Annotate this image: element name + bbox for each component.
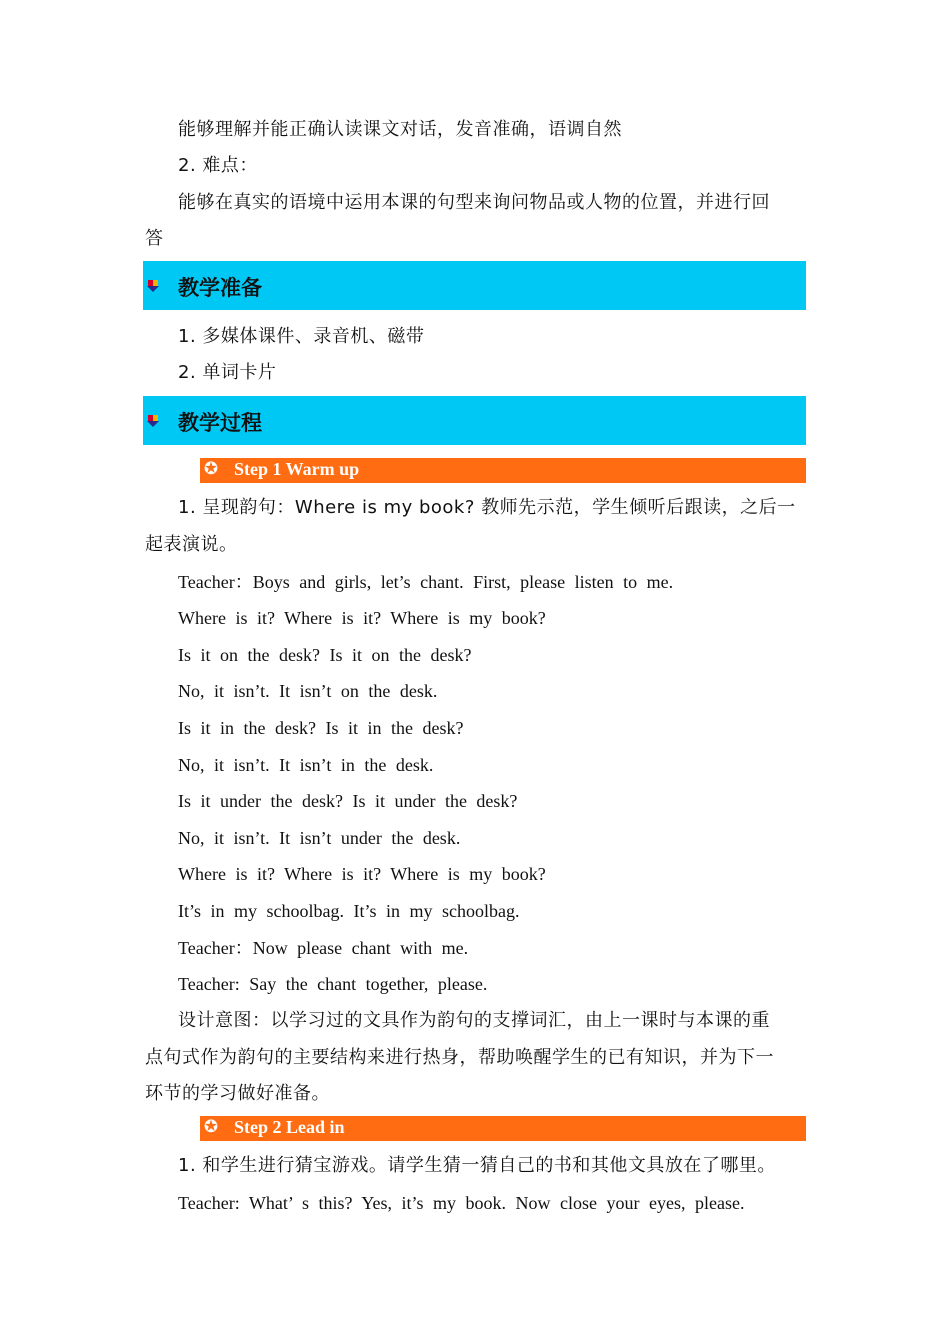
chant-line: No, it isn’t. It isn’t in the desk. [178, 755, 434, 775]
step-label: Step 1 Warm up [234, 459, 360, 479]
arrow-bullet-icon [146, 414, 160, 428]
step-header-warm-up [200, 458, 806, 483]
arrow-bullet-icon [146, 279, 160, 293]
paragraph-line: 1. 呈现韵句：Where is my book? 教师先示范，学生倾听后跟读，之后一 [178, 497, 796, 518]
chant-line: Is it on the desk? Is it on the desk? [178, 645, 472, 665]
chant-line: It’s in my schoolbag. It’s in my schoolbag. [178, 901, 520, 921]
chant-line: Is it under the desk? Is it under the desk? [178, 791, 518, 811]
step-header-lead-in [200, 1116, 806, 1141]
paragraph-line: 答 [145, 228, 164, 249]
chant-line: Where is it? Where is it? Where is my book? [178, 864, 546, 884]
chant-line: No, it isn’t. It isn’t on the desk. [178, 681, 438, 701]
list-item: 2. 单词卡片 [178, 362, 277, 383]
chant-line: Teacher: Say the chant together, please. [178, 974, 488, 994]
section-title: 教学准备 [178, 276, 262, 300]
chant-line: No, it isn’t. It isn’t under the desk. [178, 828, 461, 848]
paragraph-line: 点句式作为韵句的主要结构来进行热身，帮助唤醒学生的已有知识，并为下一 [145, 1047, 774, 1068]
paragraph-line: 2. 难点： [178, 155, 258, 176]
chant-line: Teacher：Now please chant with me. [178, 938, 469, 958]
star-circle-icon: ✪ [203, 1117, 219, 1137]
chant-line: Is it in the desk? Is it in the desk? [178, 718, 464, 738]
paragraph-line: 能够理解并能正确认读课文对话，发音准确，语调自然 [178, 119, 622, 140]
star-circle-icon: ✪ [203, 459, 219, 479]
paragraph-line: 能够在真实的语境中运用本课的句型来询问物品或人物的位置，并进行回 [178, 192, 770, 213]
paragraph-line: 设计意图：以学习过的文具作为韵句的支撑词汇，由上一课时与本课的重 [178, 1010, 770, 1031]
chant-line: Where is it? Where is it? Where is my book? [178, 608, 546, 628]
list-item: 1. 多媒体课件、录音机、磁带 [178, 326, 425, 347]
section-header-preparation [143, 261, 806, 310]
paragraph-line: 起表演说。 [145, 534, 238, 555]
paragraph-line: 环节的学习做好准备。 [145, 1083, 330, 1104]
step-label: Step 2 Lead in [234, 1117, 345, 1137]
section-header-process [143, 396, 806, 445]
paragraph-line: Teacher: What’ s this? Yes, it’s my book. Now close your eyes, please. [178, 1193, 745, 1213]
section-title: 教学过程 [178, 411, 262, 435]
chant-line: Teacher：Boys and girls, let’s chant. First, please listen to me. [178, 572, 674, 592]
paragraph-line: 1. 和学生进行猜宝游戏。请学生猜一猜自己的书和其他文具放在了哪里。 [178, 1155, 776, 1176]
